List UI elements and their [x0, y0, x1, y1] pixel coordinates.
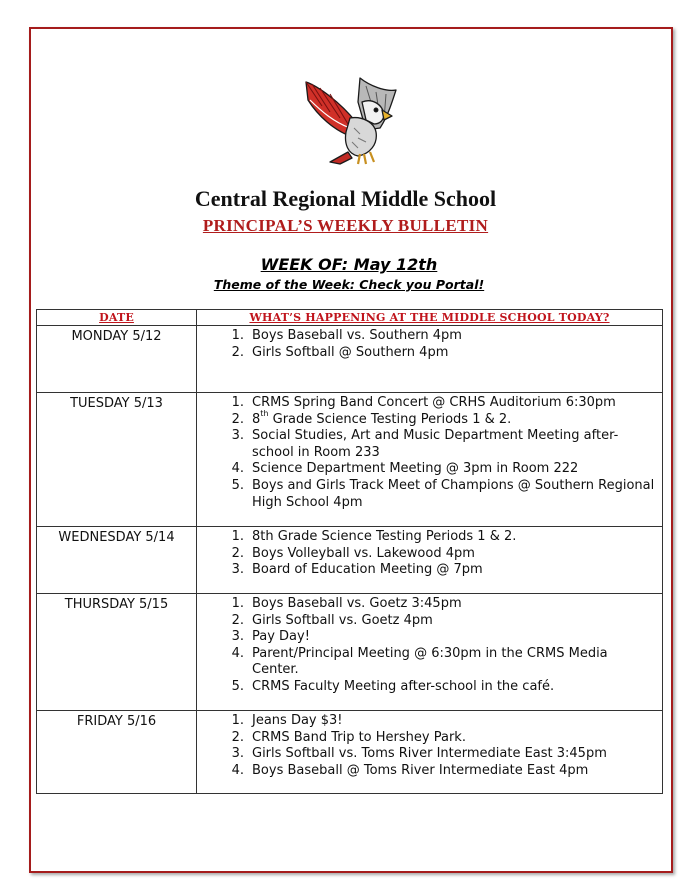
events-cell [197, 326, 663, 393]
list-item: 4. Science Department Meeting @ 3pm in Room 222 [231, 461, 579, 477]
list-item: 1. Jeans Day $3! [231, 713, 343, 728]
school-name: Central Regional Middle School [194, 186, 497, 211]
event-list [197, 527, 662, 583]
event-list [197, 594, 662, 700]
list-item: 4. Boys Baseball @ Toms River Intermediate East 4pm [231, 762, 589, 778]
ordinal-number: 8 [252, 411, 261, 427]
event-list [197, 393, 662, 515]
day-cell: WEDNESDAY 5/14 [37, 527, 197, 594]
events-column-header: WHAT’S HAPPENING AT THE MIDDLE SCHOOL TODAY? [197, 310, 663, 326]
events-cell [197, 711, 663, 794]
schedule-table [36, 309, 663, 794]
week-of-heading: WEEK OF: May 12th [260, 255, 438, 274]
list-item: 1. Boys Baseball vs. Southern 4pm [231, 328, 462, 343]
table-header-row [37, 310, 663, 326]
list-item: 3. Girls Softball vs. Toms River Intermediate East 3:45pm [231, 746, 607, 762]
events-cell [197, 393, 663, 527]
table-row-thursday [37, 594, 663, 711]
list-item: 3. Social Studies, Art and Music Department Meeting after-school in Room 233 [231, 428, 619, 460]
table-row-monday [37, 326, 663, 393]
list-item: 2. Girls Softball vs. Goetz 4pm [231, 612, 433, 628]
list-item: 2. CRMS Band Trip to Hershey Park. [231, 729, 466, 745]
day-cell: THURSDAY 5/15 [37, 594, 197, 711]
event-list [197, 326, 662, 365]
list-item: 1. CRMS Spring Band Concert @ CRHS Auditorium 6:30pm [231, 395, 616, 410]
table-row-friday [37, 711, 663, 794]
list-item: 5. CRMS Faculty Meeting after-school in the café. [231, 678, 555, 694]
list-item: 4. Parent/Principal Meeting @ 6:30pm in the CRMS Media Center. [231, 645, 608, 678]
day-cell: FRIDAY 5/16 [37, 711, 197, 794]
list-item: 3. Board of Education Meeting @ 7pm [231, 562, 483, 578]
table-row-wednesday [37, 527, 663, 594]
events-cell [197, 594, 663, 711]
date-column-header: DATE [37, 310, 197, 326]
eagle-mascot-logo [300, 72, 400, 170]
day-cell: MONDAY 5/12 [37, 326, 197, 393]
day-cell: TUESDAY 5/13 [37, 393, 197, 527]
theme-of-week: Theme of the Week: Check you Portal! [213, 277, 485, 292]
list-item: 3. Pay Day! [231, 629, 310, 645]
events-cell [197, 527, 663, 594]
list-item: 1. 8th Grade Science Testing Periods 1 & 2. [231, 529, 517, 544]
ordinal-suffix: th [260, 409, 269, 419]
list-item: 5. Boys and Girls Track Meet of Champions @ Southern Regional High School 4pm [231, 477, 655, 510]
list-item: 1. Boys Baseball vs. Goetz 3:45pm [231, 596, 462, 611]
list-item: 2. Girls Softball @ Southern 4pm [231, 344, 449, 360]
bulletin-title: PRINCIPAL’S WEEKLY BULLETIN [202, 216, 489, 235]
list-item: 2. Boys Volleyball vs. Lakewood 4pm [231, 545, 475, 561]
list-item: 2. 8th Grade Science Testing Periods 1 & 2. [231, 409, 512, 427]
event-list [197, 711, 662, 783]
table-row-tuesday [37, 393, 663, 527]
